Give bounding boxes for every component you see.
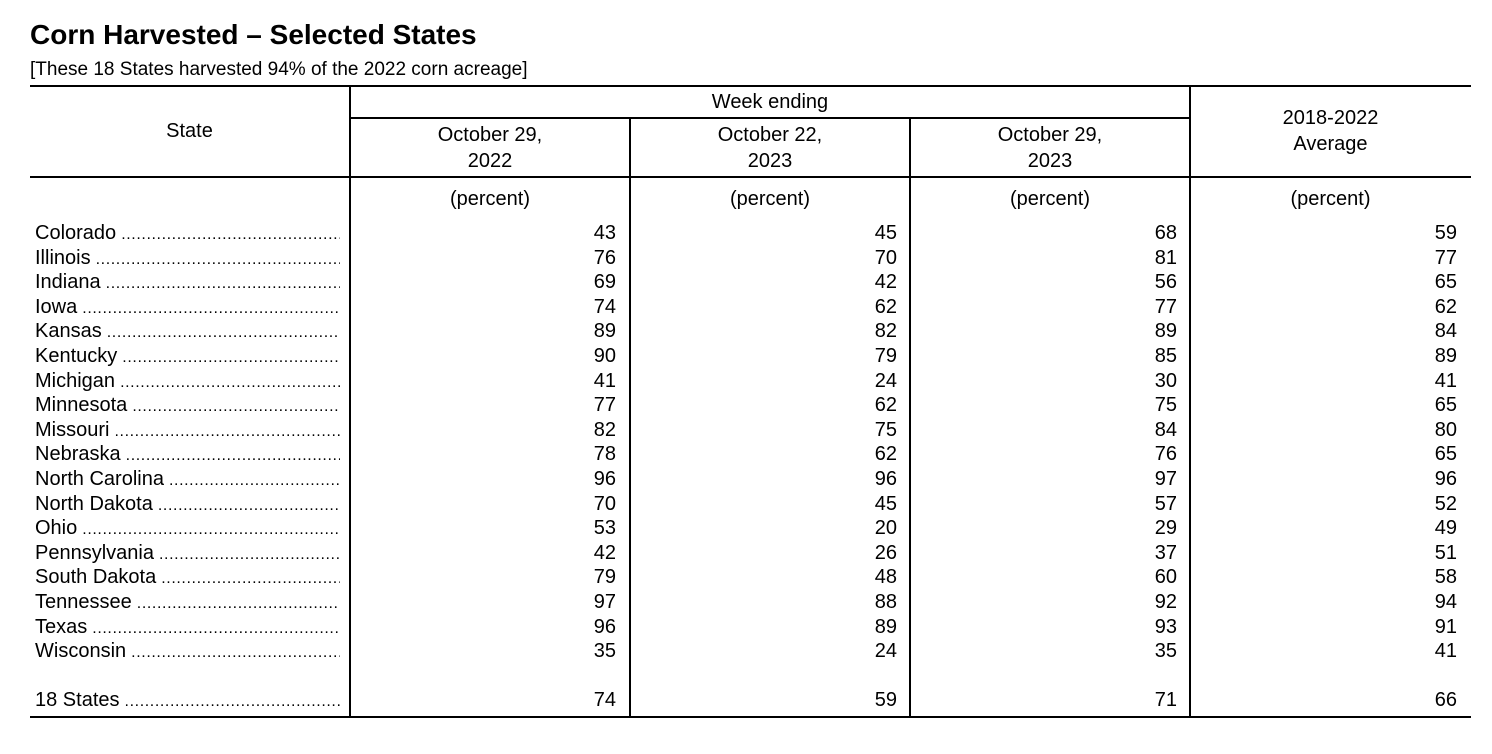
table-row (0, 369, 1492, 394)
value-cell: 93 (1154, 615, 1177, 638)
value-cell: 82 (874, 320, 897, 343)
table-row (0, 615, 1492, 640)
value-cell: 89 (1434, 345, 1457, 367)
value-cell: 89 (874, 615, 897, 638)
value-cell: 45 (874, 222, 897, 244)
state-label: North Dakota ..... (35, 492, 340, 519)
state-label: Michigan ..... (35, 369, 340, 396)
value-cell: 79 (593, 566, 616, 589)
table-row (0, 270, 1492, 295)
state-header: State (166, 120, 213, 142)
value-cell: 84 (1154, 418, 1177, 441)
state-label: Tennessee ..... (35, 590, 340, 617)
state-label: Colorado ..... (35, 221, 340, 248)
value-cell: 52 (1434, 492, 1457, 515)
week-ending-header: Week ending (711, 91, 829, 113)
value-cell: 62 (874, 394, 897, 417)
value-cell: 60 (1154, 566, 1177, 589)
value-cell: 56 (1154, 271, 1177, 294)
value-cell: 77 (593, 394, 616, 417)
week-ending-rule (350, 117, 1190, 119)
unit-label: (percent) (1009, 188, 1091, 210)
value-cell: 59 (874, 689, 897, 712)
state-label: South Dakota ..... (35, 565, 340, 592)
table-row (0, 418, 1492, 443)
value-cell: 96 (1434, 468, 1457, 490)
value-cell: 97 (593, 591, 616, 613)
state-label: Illinois ..... (35, 246, 340, 273)
value-cell: 74 (593, 689, 616, 712)
value-cell: 51 (1434, 541, 1457, 564)
value-cell: 58 (1434, 566, 1457, 589)
value-cell: 92 (1154, 591, 1177, 613)
table-row (0, 344, 1492, 369)
unit-label: (percent) (1290, 188, 1371, 210)
column-header-oct29-2022: October 29, 2022 (437, 124, 543, 172)
value-cell: 77 (1434, 246, 1457, 269)
unit-label: (percent) (449, 188, 531, 210)
value-cell: 74 (593, 295, 616, 318)
value-cell: 49 (1434, 517, 1457, 540)
state-label: North Carolina ..... (35, 467, 340, 494)
value-cell: 42 (593, 541, 616, 564)
value-cell: 26 (874, 541, 897, 564)
value-cell: 88 (874, 591, 897, 613)
value-cell: 96 (593, 615, 616, 638)
bottom-rule (30, 716, 1471, 718)
value-cell: 53 (593, 517, 616, 540)
value-cell: 78 (593, 443, 616, 466)
value-cell: 24 (874, 640, 897, 663)
state-label: Kansas ..... (35, 319, 340, 346)
value-cell: 81 (1154, 246, 1177, 269)
value-cell: 70 (874, 246, 897, 269)
value-cell: 94 (1434, 591, 1457, 613)
value-cell: 24 (874, 369, 897, 392)
value-cell: 59 (1434, 222, 1457, 244)
state-label: Kentucky ..... (35, 344, 340, 371)
value-cell: 62 (874, 295, 897, 318)
table-row (0, 590, 1492, 615)
value-cell: 89 (1154, 320, 1177, 343)
state-label: Pennsylvania ..... (35, 541, 340, 568)
value-cell: 65 (1434, 443, 1457, 466)
value-cell: 79 (874, 345, 897, 367)
table-row (0, 221, 1492, 246)
page-title: Corn Harvested – Selected States (30, 19, 477, 50)
value-cell: 71 (1154, 689, 1177, 712)
value-cell: 75 (1154, 394, 1177, 417)
value-cell: 48 (874, 566, 897, 589)
state-label: Nebraska ..... (35, 442, 340, 469)
value-cell: 43 (593, 222, 616, 244)
state-label: Iowa ..... (35, 295, 340, 322)
table-row (0, 516, 1492, 541)
table-row (0, 541, 1492, 566)
value-cell: 75 (874, 418, 897, 441)
table-row (0, 319, 1492, 344)
value-cell: 68 (1154, 222, 1177, 244)
table-row (0, 393, 1492, 418)
total-label: 18 States ..... (35, 688, 340, 715)
value-cell: 91 (1434, 615, 1457, 638)
value-cell: 57 (1154, 492, 1177, 515)
value-cell: 89 (593, 320, 616, 343)
value-cell: 76 (593, 246, 616, 269)
value-cell: 65 (1434, 271, 1457, 294)
value-cell: 41 (1434, 369, 1457, 392)
header-bottom-rule (30, 176, 1471, 178)
state-label: Minnesota ..... (35, 393, 340, 420)
value-cell: 45 (874, 492, 897, 515)
value-cell: 76 (1154, 443, 1177, 466)
state-label: Wisconsin ..... (35, 639, 340, 666)
value-cell: 82 (593, 418, 616, 441)
value-cell: 77 (1154, 295, 1177, 318)
table-row (0, 467, 1492, 492)
value-cell: 35 (1154, 640, 1177, 663)
value-cell: 66 (1434, 689, 1457, 712)
value-cell: 37 (1154, 541, 1177, 564)
table-row (0, 565, 1492, 590)
column-header-average: 2018-2022 Average (1282, 107, 1379, 155)
table-row (0, 295, 1492, 320)
value-cell: 30 (1154, 369, 1177, 392)
top-rule (30, 85, 1471, 87)
table-row (0, 442, 1492, 467)
value-cell: 97 (1154, 468, 1177, 490)
value-cell: 84 (1434, 320, 1457, 343)
column-header-oct29-2023: October 29, 2023 (997, 124, 1103, 172)
state-label: Ohio ..... (35, 516, 340, 543)
value-cell: 70 (593, 492, 616, 515)
value-cell: 69 (593, 271, 616, 294)
total-row (0, 688, 1492, 713)
value-cell: 42 (874, 271, 897, 294)
state-label: Texas ..... (35, 615, 340, 642)
page-subtitle: [These 18 States harvested 94% of the 2022 corn acreage] (30, 59, 528, 80)
table-row (0, 492, 1492, 517)
value-cell: 20 (874, 517, 897, 540)
value-cell: 96 (593, 468, 616, 490)
value-cell: 35 (593, 640, 616, 663)
column-header-oct22-2023: October 22, 2023 (717, 124, 823, 172)
value-cell: 90 (593, 345, 616, 367)
value-cell: 62 (874, 443, 897, 466)
value-cell: 65 (1434, 394, 1457, 417)
value-cell: 62 (1434, 295, 1457, 318)
table-row (0, 246, 1492, 271)
value-cell: 41 (1434, 640, 1457, 663)
value-cell: 29 (1154, 517, 1177, 540)
table-row (0, 639, 1492, 664)
value-cell: 96 (874, 468, 897, 490)
unit-label: (percent) (729, 188, 811, 210)
value-cell: 80 (1434, 418, 1457, 441)
value-cell: 41 (593, 369, 616, 392)
state-label: Missouri ..... (35, 418, 340, 445)
state-label: Indiana ..... (35, 270, 340, 297)
value-cell: 85 (1154, 345, 1177, 367)
